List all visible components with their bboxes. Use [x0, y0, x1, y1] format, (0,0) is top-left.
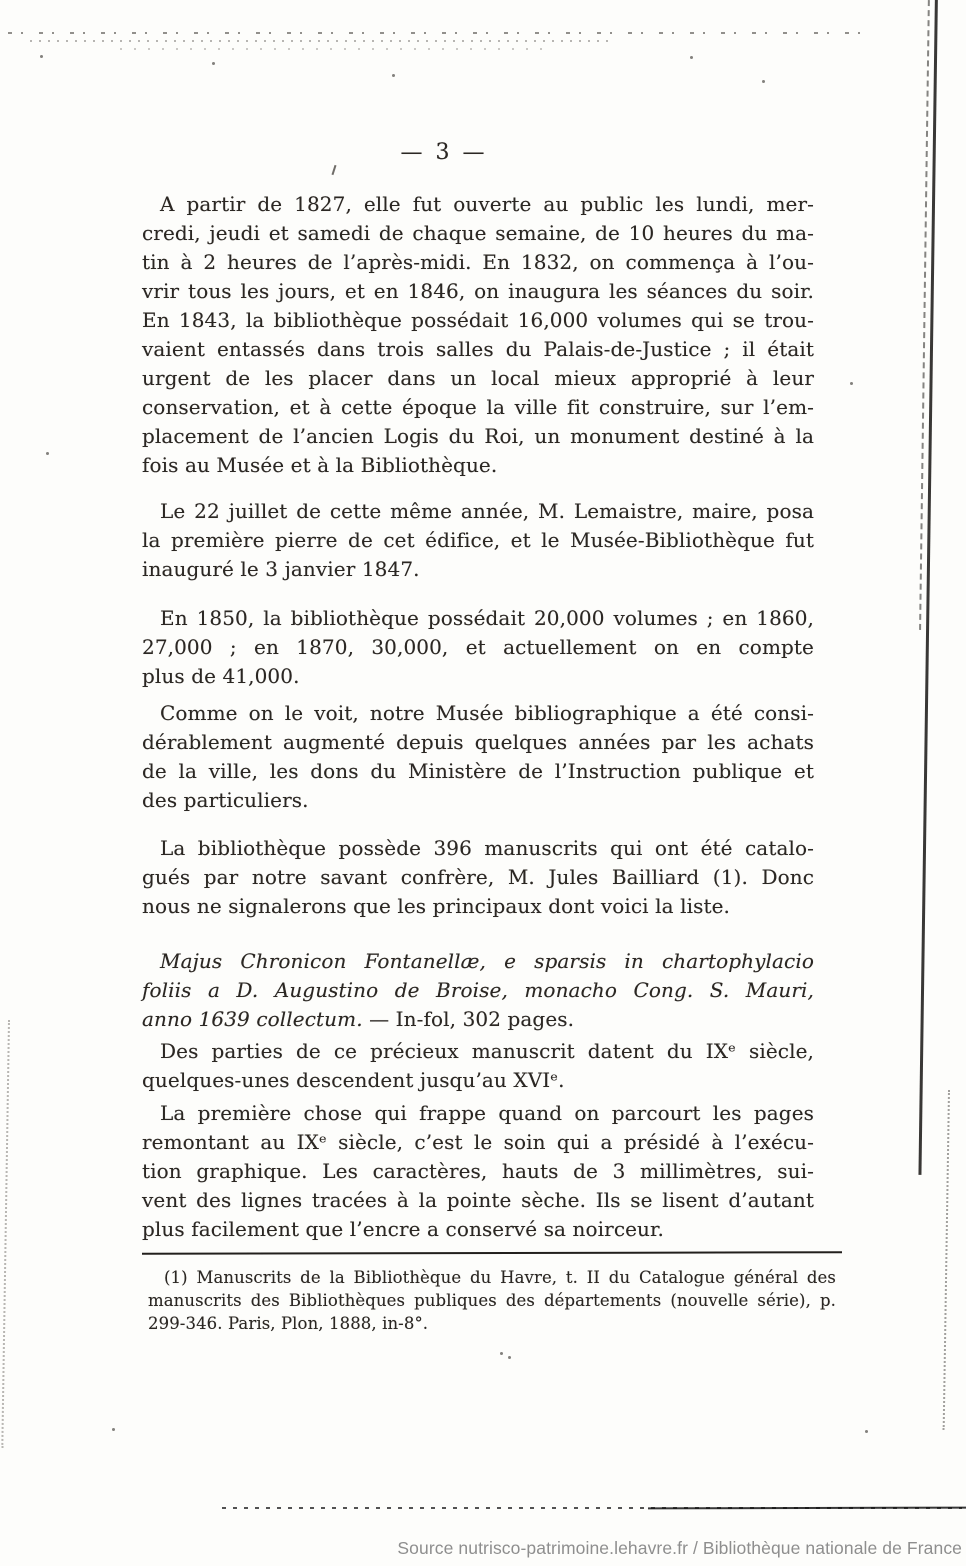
text-line: tin à 2 heures de l’après-midi. En 1832, on commença à l’ou- — [142, 250, 814, 274]
text-segment: — In-fol, 302 pages. — [362, 1007, 575, 1031]
text-line: A partir de 1827, elle fut ouverte au public les lundi, mer- — [160, 192, 814, 216]
text-line: de la ville, les dons du Ministère de l’Instruction publique et — [142, 759, 814, 783]
text-line: foliis a D. Augustino de Broise, monacho Cong. S. Mauri, — [142, 978, 814, 1002]
text-line — [142, 1005, 814, 1034]
scan-tick-mark — [332, 165, 337, 175]
paragraph — [142, 1037, 814, 1095]
footnote — [148, 1266, 836, 1335]
text-line: Comme on le voit, notre Musée bibliographique a été consi- — [160, 701, 814, 725]
text-line: quelques-unes descendent jusqu’au XVIᵉ. — [142, 1068, 565, 1092]
text-line: plus de 41,000. — [142, 664, 300, 688]
text-line: 27,000 ; en 1870, 30,000, et actuellement on en compte — [142, 635, 814, 659]
text-line: Des parties de ce précieux manuscrit datent du IXᵉ siècle, — [160, 1039, 814, 1063]
text-line: La bibliothèque possède 396 manuscrits qui ont été catalo- — [160, 836, 814, 860]
text-line: vaient entassés dans trois salles du Palais-de-Justice ; il était — [142, 337, 814, 361]
page-edge-line — [1, 1020, 10, 1448]
footnote-separator — [142, 1251, 842, 1254]
scan-noise-band — [30, 40, 610, 42]
text-line: Le 22 juillet de cette même année, M. Lemaistre, maire, posa — [160, 499, 814, 523]
scan-noise-band — [8, 32, 876, 34]
scan-speck — [392, 74, 395, 77]
text-line: plus facilement que l’encre a conservé sa noirceur. — [142, 1217, 664, 1241]
page-edge-line — [943, 1090, 950, 1430]
paragraph — [142, 604, 814, 691]
scan-speck — [40, 55, 43, 58]
text-line: 299-346. Paris, Plon, 1888, in-8°. — [148, 1314, 429, 1333]
text-line: vrir tous les jours, et en 1846, on inaugura les séances du soir. — [142, 279, 814, 303]
text-line: fois au Musée et à la Bibliothèque. — [142, 453, 498, 477]
text-line: manuscrits des Bibliothèques publiques des départements (nouvelle série), p. — [148, 1291, 836, 1310]
text-line: (1) Manuscrits de la Bibliothèque du Havre, t. II du Catalogue général des — [164, 1268, 836, 1287]
text-segment: anno 1639 collectum. — [142, 1007, 363, 1031]
text-line: La première chose qui frappe quand on parcourt les pages — [160, 1101, 814, 1125]
text-line: conservation, et à cette époque la ville fit construire, sur l’em- — [142, 395, 814, 419]
text-line: credi, jeudi et samedi de chaque semaine, de 10 heures du ma- — [142, 221, 814, 245]
text-line: placement de l’ancien Logis du Roi, un monument destiné à la — [142, 424, 814, 448]
scan-speck — [112, 1428, 115, 1431]
scan-speck — [850, 382, 853, 385]
text-line: urgent de les placer dans un local mieux approprié à leur — [142, 366, 814, 390]
scan-speck — [508, 1356, 511, 1359]
text-line: tion graphique. Les caractères, hauts de 3 millimètres, sui- — [142, 1159, 814, 1183]
paragraph — [142, 190, 814, 480]
scan-speck — [212, 62, 215, 65]
paragraph — [142, 1099, 814, 1244]
scan-speck — [500, 1352, 503, 1355]
scan-speck — [865, 1430, 868, 1433]
text-line: En 1843, la bibliothèque possédait 16,000 volumes qui se trou- — [142, 308, 814, 332]
paragraph — [142, 834, 814, 921]
text-line: remontant au IXᵉ siècle, c’est le soin qui a présidé à l’exécu- — [142, 1130, 814, 1154]
paragraph — [142, 497, 814, 584]
text-line: nous ne signalerons que les principaux dont voici la liste. — [142, 894, 730, 918]
text-line: inauguré le 3 janvier 1847. — [142, 557, 420, 581]
text-line: Majus Chronicon Fontanellæ, e sparsis in chartophylacio — [160, 949, 814, 973]
text-line: des particuliers. — [142, 788, 309, 812]
body-text — [142, 190, 814, 1244]
scan-speck — [690, 56, 693, 59]
text-line: gués par notre savant confrère, M. Jules Bailliard (1). Donc — [142, 865, 814, 889]
scan-speck — [762, 80, 765, 83]
text-line: vent des lignes tracées à la pointe sèche. Ils se lisent d’autant — [142, 1188, 814, 1212]
text-line: En 1850, la bibliothèque possédait 20,000 volumes ; en 1860, — [160, 606, 814, 630]
text-line: la première pierre de cet édifice, et le Musée-Bibliothèque fut — [142, 528, 814, 552]
scan-noise-band — [120, 48, 550, 50]
scan-speck — [46, 452, 49, 455]
paragraph — [142, 947, 814, 1034]
paragraph — [142, 699, 814, 815]
source-attribution: Source nutrisco-patrimoine.lehavre.fr / Bibliothèque nationale de France — [397, 1538, 962, 1558]
page-number: — 3 — — [400, 140, 488, 165]
text-line: dérablement augmenté depuis quelques années par les achats — [142, 730, 814, 754]
